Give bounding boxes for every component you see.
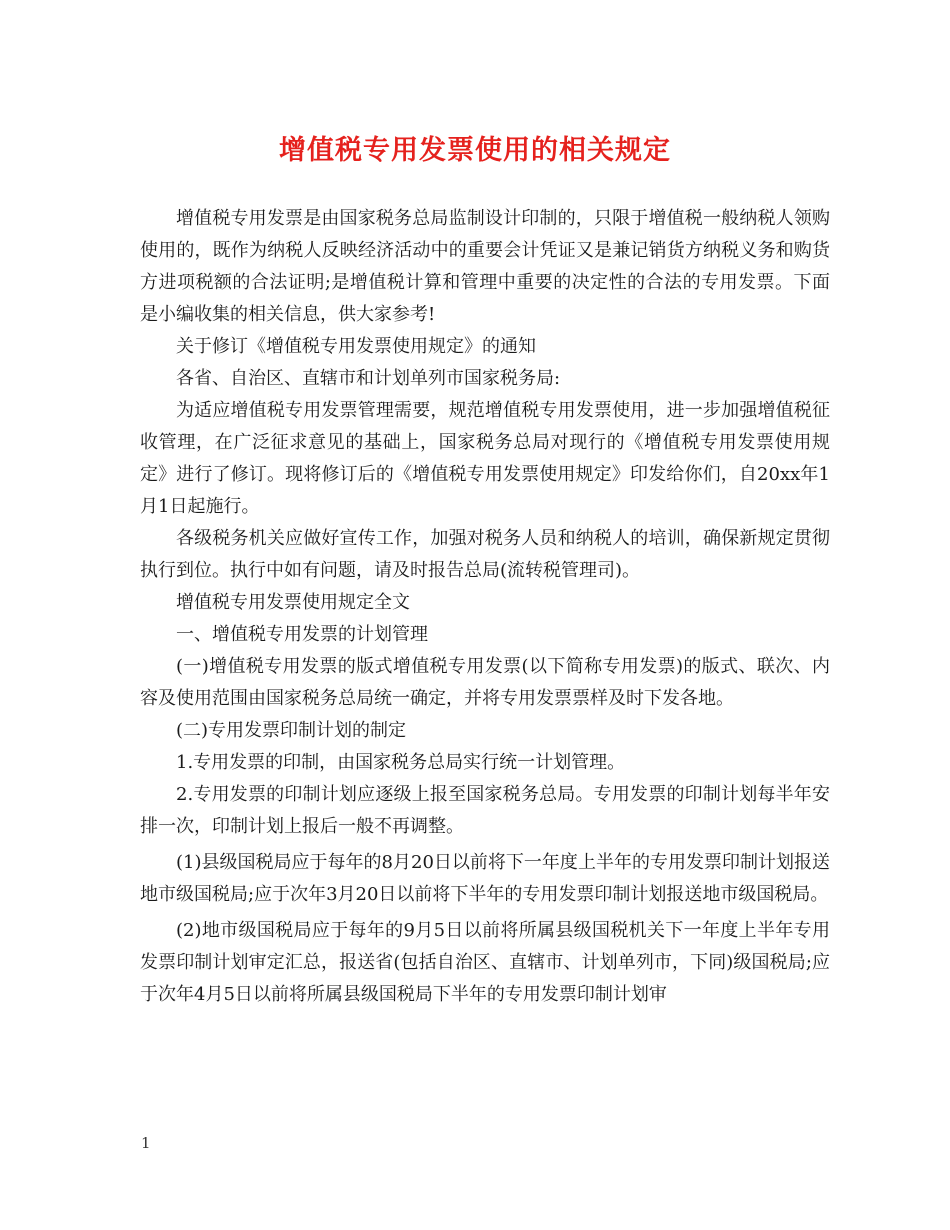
page-number: 1 xyxy=(141,1134,151,1152)
paragraph-item-2: 2.专用发票的印制计划应逐级上报至国家税务总局。专用发票的印制计划每半年安排一次，印制计划上报后一般不再调整。 xyxy=(140,784,830,837)
paragraph-prefecture: (2)地市级国税局应于每年的9月5日以前将所属县级国税机关下一年度上半年专用发票印制计划审定汇总，报送省(包括自治区、直辖市、计划单列市，下同)级国税局;应于次年4月5日以前将所属县级国税局下半年的专用发票印制计划审 xyxy=(140,920,830,1005)
paragraph-intro: 增值税专用发票是由国家税务总局监制设计印制的，只限于增值税一般纳税人领购使用的，既作为纳税人反映经济活动中的重要会计凭证又是兼记销货方纳税义务和购货方进项税额的合法证明;是增值税计算和管理中重要的决定性的合法的专用发票。下面是小编收集的相关信息，供大家参考! xyxy=(140,208,830,325)
paragraph-recipients: 各省、自治区、直辖市和计划单列市国家税务局: xyxy=(176,368,561,389)
paragraph-section-heading: 一、增值税专用发票的计划管理 xyxy=(176,624,428,645)
paragraph-format: (一)增值税专用发票的版式增值税专用发票(以下简称专用发票)的版式、联次、内容及使用范围由国家税务总局统一确定，并将专用发票票样及时下发各地。 xyxy=(140,656,830,709)
paragraph-notice-title: 关于修订《增值税专用发票使用规定》的通知 xyxy=(176,336,536,357)
paragraph-fulltext-heading: 增值税专用发票使用规定全文 xyxy=(176,592,410,613)
paragraph-plan-heading: (二)专用发票印制计划的制定 xyxy=(176,720,407,741)
paragraph-county: (1)县级国税局应于每年的8月20日以前将下一年度上半年的专用发票印制计划报送地市级国税局;应于次年3月20日以前将下半年的专用发票印制计划报送地市级国税局。 xyxy=(140,852,830,905)
document-title: 增值税专用发票使用的相关规定 xyxy=(279,135,671,166)
paragraph-instructions: 各级税务机关应做好宣传工作，加强对税务人员和纳税人的培训，确保新规定贯彻执行到位。执行中如有问题，请及时报告总局(流转税管理司)。 xyxy=(140,528,830,581)
paragraph-purpose: 为适应增值税专用发票管理需要，规范增值税专用发票使用，进一步加强增值税征收管理，在广泛征求意见的基础上，国家税务总局对现行的《增值税专用发票使用规定》进行了修订。现将修订后的《增值税专用发票使用规定》印发给你们，自20xx年1月1日起施行。 xyxy=(140,400,830,517)
document-body xyxy=(140,203,830,1011)
paragraph-item-1: 1.专用发票的印制，由国家税务总局实行统一计划管理。 xyxy=(176,752,626,773)
